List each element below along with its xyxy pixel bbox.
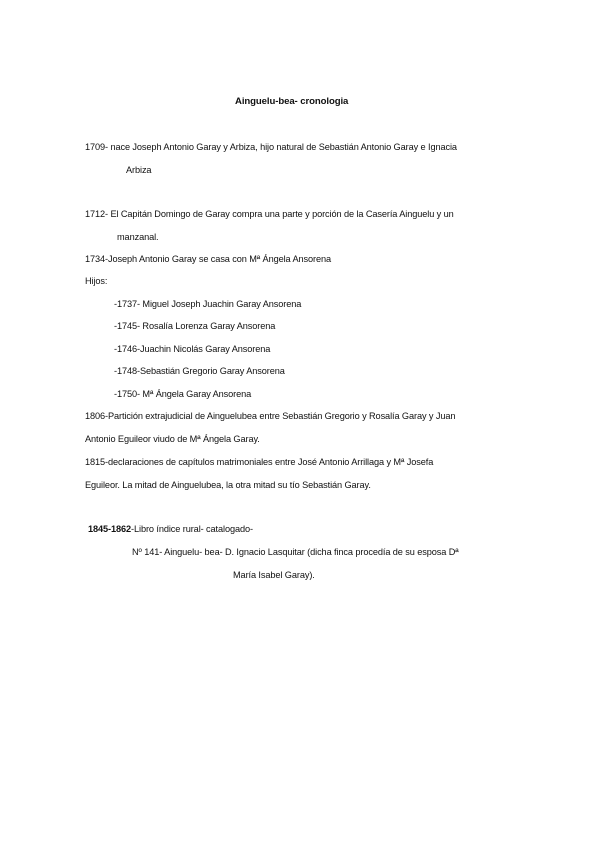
child-1750: -1750- Mª Ángela Garay Ansorena [114, 389, 252, 399]
entry-1845-1862 [88, 523, 253, 535]
entry-1734: 1734-Joseph Antonio Garay se casa con Mª Ángela Ansorena [85, 254, 332, 264]
document-title: Ainguelu-bea- cronologia [235, 96, 349, 107]
entry-1815-line-1: 1815-declaraciones de capítulos matrimoniales entre José Antonio Arrillaga y Mª Josefa [85, 457, 434, 467]
entry-1709-line-2: Arbiza [126, 165, 152, 175]
child-1746: -1746-Juachin Nicolás Garay Ansorena [114, 344, 271, 354]
child-1748: -1748-Sebastián Gregorio Garay Ansorena [114, 366, 285, 376]
entry-1709-line-1: 1709- nace Joseph Antonio Garay y Arbiza, hijo natural de Sebastián Antonio Garay e Ignacia [85, 142, 457, 152]
entry-1806-line-2: Antonio Eguileor viudo de Mª Ángela Garay. [85, 434, 260, 444]
entry-1712-line-1: 1712- El Capitán Domingo de Garay compra una parte y porción de la Casería Ainguelu y un [85, 209, 454, 219]
entry-141-line-1: Nº 141- Ainguelu- bea- D. Ignacio Lasquitar (dicha finca procedía de su esposa Dª [132, 547, 459, 557]
entry-1815-line-2: Eguileor. La mitad de Ainguelubea, la otra mitad su tío Sebastián Garay. [85, 480, 371, 490]
entry-1845-text: -Libro índice rural- catalogado- [131, 524, 253, 534]
child-1745: -1745- Rosalía Lorenza Garay Ansorena [114, 321, 276, 331]
entry-1712-line-2: manzanal. [117, 232, 159, 242]
entry-141-line-2: María Isabel Garay). [233, 570, 315, 580]
child-1737: -1737- Miguel Joseph Juachin Garay Ansorena [114, 299, 302, 309]
children-label: Hijos: [85, 276, 108, 286]
entry-1806-line-1: 1806-Partición extrajudicial de Ainguelubea entre Sebastián Gregorio y Rosalía Garay y Juan [85, 411, 456, 421]
entry-1845-years: 1845-1862 [88, 524, 132, 534]
